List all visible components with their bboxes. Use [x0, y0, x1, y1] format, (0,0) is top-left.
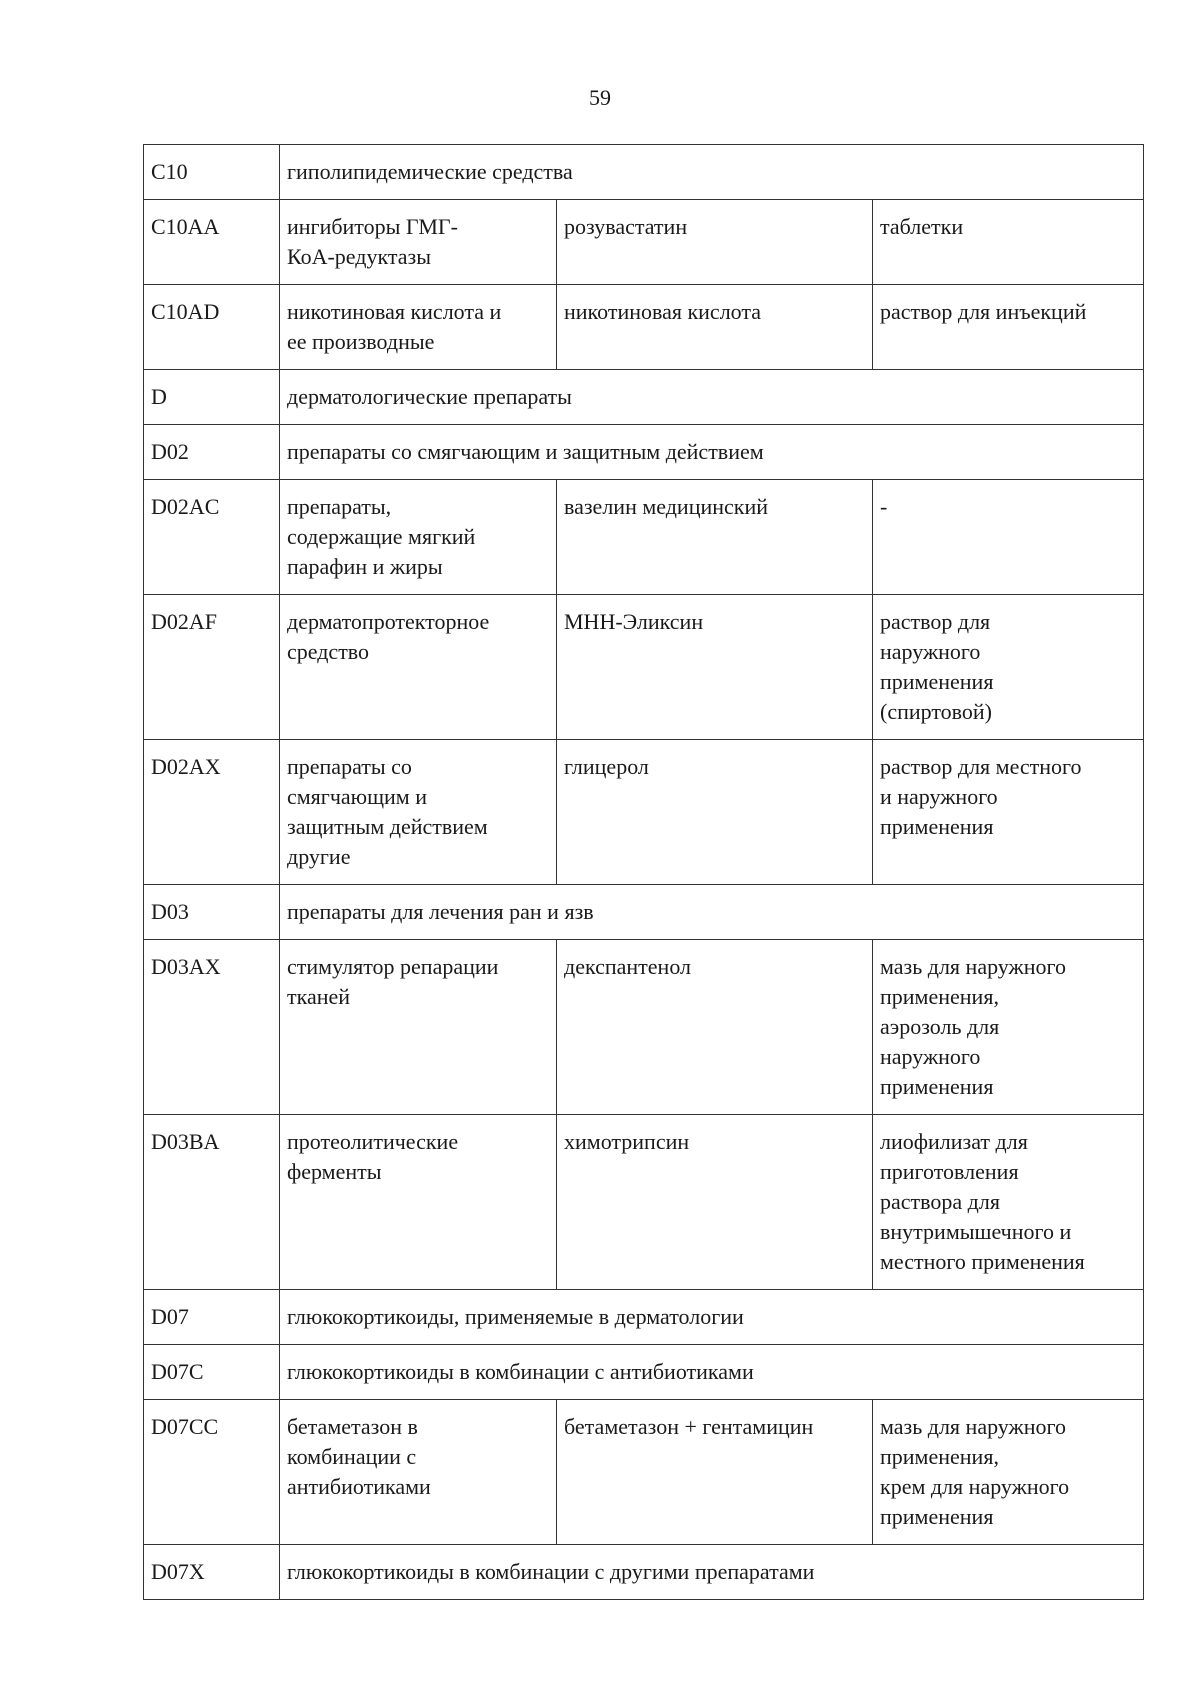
atc-code-cell: D03 [144, 885, 280, 940]
pharmacological-group-cell-line: ее производные [287, 329, 435, 354]
table-section-row [144, 1290, 1144, 1345]
table-row [144, 200, 1144, 285]
pharmacological-group-cell-line: КоА-редуктазы [287, 244, 431, 269]
dosage-form-cell-line: раствор для местного [880, 754, 1082, 779]
dosage-form-cell [873, 480, 1144, 595]
dosage-form-cell [873, 940, 1144, 1115]
pharmacological-group-cell-line: бетаметазон в [287, 1414, 418, 1439]
pharmacological-group-cell-line: содержащие мягкий [287, 524, 476, 549]
page-number: 59 [589, 85, 611, 110]
dosage-form-cell-line: местного применения [880, 1249, 1085, 1274]
dosage-form-cell-line: раствора для [880, 1189, 1000, 1214]
pharmacological-group-cell-line: комбинации с [287, 1444, 417, 1469]
atc-code-cell: C10 [144, 145, 280, 200]
table-row [144, 1400, 1144, 1545]
section-title-cell: гиполипидемические средства [280, 145, 1144, 200]
pharmacological-group-cell-line: антибиотиками [287, 1474, 431, 1499]
dosage-form-cell-line: лиофилизат для [880, 1129, 1028, 1154]
table-row [144, 940, 1144, 1115]
table-row [144, 595, 1144, 740]
atc-code-cell: D02AC [144, 480, 280, 595]
pharmacological-group-cell [280, 595, 557, 740]
drug-name-cell [557, 595, 873, 740]
table-section-row [144, 145, 1144, 200]
section-title-cell: глюкокортикоиды, применяемые в дерматологии [280, 1290, 1144, 1345]
dosage-form-cell-line: приготовления [880, 1159, 1019, 1184]
drug-name-cell [557, 200, 873, 285]
dosage-form-cell-line: - [880, 494, 888, 519]
pharmacological-group-cell [280, 1400, 557, 1545]
table-section-row [144, 1545, 1144, 1600]
dosage-form-cell-line: мазь для наружного [880, 1414, 1066, 1439]
atc-code-cell: D03BA [144, 1115, 280, 1290]
atc-code-cell: D [144, 370, 280, 425]
pharmacological-group-cell-line: другие [287, 844, 351, 869]
dosage-form-cell-line: применения [880, 1504, 994, 1529]
dosage-form-cell-line: раствор для инъекций [880, 299, 1087, 324]
dosage-form-cell [873, 740, 1144, 885]
atc-code-cell: D02AX [144, 740, 280, 885]
drug-name-cell [557, 940, 873, 1115]
atc-drug-table [143, 144, 1144, 1600]
pharmacological-group-cell-line: смягчающим и [287, 784, 428, 809]
atc-code-cell: D02AF [144, 595, 280, 740]
dosage-form-cell [873, 1400, 1144, 1545]
dosage-form-cell-line: таблетки [880, 214, 964, 239]
pharmacological-group-cell-line: препараты, [287, 494, 392, 519]
atc-code-cell: D07C [144, 1345, 280, 1400]
pharmacological-group-cell-line: ингибиторы ГМГ- [287, 214, 458, 239]
dosage-form-cell-line: мазь для наружного [880, 954, 1066, 979]
atc-code-cell: D02 [144, 425, 280, 480]
section-title-cell: препараты со смягчающим и защитным действием [280, 425, 1144, 480]
atc-code-cell: D07 [144, 1290, 280, 1345]
drug-name-cell [557, 1400, 873, 1545]
drug-name-cell [557, 480, 873, 595]
atc-code-cell: C10AD [144, 285, 280, 370]
atc-code-cell: D07X [144, 1545, 280, 1600]
drug-name-cell [557, 1115, 873, 1290]
table-section-row [144, 885, 1144, 940]
table-section-row [144, 1345, 1144, 1400]
pharmacological-group-cell [280, 480, 557, 595]
pharmacological-group-cell [280, 200, 557, 285]
dosage-form-cell-line: применения, [880, 984, 999, 1009]
drug-name-cell-line: розувастатин [564, 214, 688, 239]
section-title-cell: глюкокортикоиды в комбинации с антибиотиками [280, 1345, 1144, 1400]
section-title-cell: препараты для лечения ран и язв [280, 885, 1144, 940]
dosage-form-cell [873, 285, 1144, 370]
pharmacological-group-cell-line: средство [287, 639, 370, 664]
drug-name-cell-line: декспантенол [564, 954, 692, 979]
pharmacological-group-cell-line: дерматопротекторное [287, 609, 490, 634]
drug-name-cell-line: химотрипсин [564, 1129, 690, 1154]
drug-name-cell-line: МНН-Эликсин [564, 609, 704, 634]
dosage-form-cell-line: применения, [880, 1444, 999, 1469]
dosage-form-cell-line: применения [880, 814, 994, 839]
drug-name-cell-line: никотиновая кислота [564, 299, 762, 324]
table-row [144, 1115, 1144, 1290]
section-title-cell: дерматологические препараты [280, 370, 1144, 425]
pharmacological-group-cell [280, 1115, 557, 1290]
dosage-form-cell-line: аэрозоль для [880, 1014, 1000, 1039]
table-row [144, 285, 1144, 370]
dosage-form-cell-line: наружного [880, 1044, 981, 1069]
atc-code-cell: C10AA [144, 200, 280, 285]
pharmacological-group-cell-line: тканей [287, 984, 351, 1009]
dosage-form-cell [873, 1115, 1144, 1290]
pharmacological-group-cell [280, 740, 557, 885]
table-section-row [144, 425, 1144, 480]
drug-name-cell-line: вазелин медицинский [564, 494, 769, 519]
dosage-form-cell-line: раствор для [880, 609, 991, 634]
drug-name-cell [557, 285, 873, 370]
pharmacological-group-cell-line: протеолитические [287, 1129, 459, 1154]
pharmacological-group-cell [280, 285, 557, 370]
pharmacological-group-cell-line: стимулятор репарации [287, 954, 499, 979]
atc-code-cell: D03AX [144, 940, 280, 1115]
dosage-form-cell-line: (спиртовой) [880, 699, 993, 724]
dosage-form-cell [873, 595, 1144, 740]
table-row [144, 480, 1144, 595]
pharmacological-group-cell [280, 940, 557, 1115]
dosage-form-cell-line: применения [880, 1074, 994, 1099]
dosage-form-cell [873, 200, 1144, 285]
pharmacological-group-cell-line: никотиновая кислота и [287, 299, 502, 324]
dosage-form-cell-line: и наружного [880, 784, 998, 809]
dosage-form-cell-line: наружного [880, 639, 981, 664]
pharmacological-group-cell-line: парафин и жиры [287, 554, 443, 579]
atc-code-cell: D07CC [144, 1400, 280, 1545]
section-title-cell: глюкокортикоиды в комбинации с другими препаратами [280, 1545, 1144, 1600]
pharmacological-group-cell-line: защитным действием [287, 814, 488, 839]
dosage-form-cell-line: внутримышечного и [880, 1219, 1072, 1244]
dosage-form-cell-line: крем для наружного [880, 1474, 1070, 1499]
pharmacological-group-cell-line: препараты со [287, 754, 412, 779]
drug-name-cell-line: глицерол [564, 754, 649, 779]
dosage-form-cell-line: применения [880, 669, 994, 694]
table-row [144, 740, 1144, 885]
drug-name-cell-line: бетаметазон + гентамицин [564, 1414, 814, 1439]
table-section-row [144, 370, 1144, 425]
drug-name-cell [557, 740, 873, 885]
pharmacological-group-cell-line: ферменты [287, 1159, 382, 1184]
